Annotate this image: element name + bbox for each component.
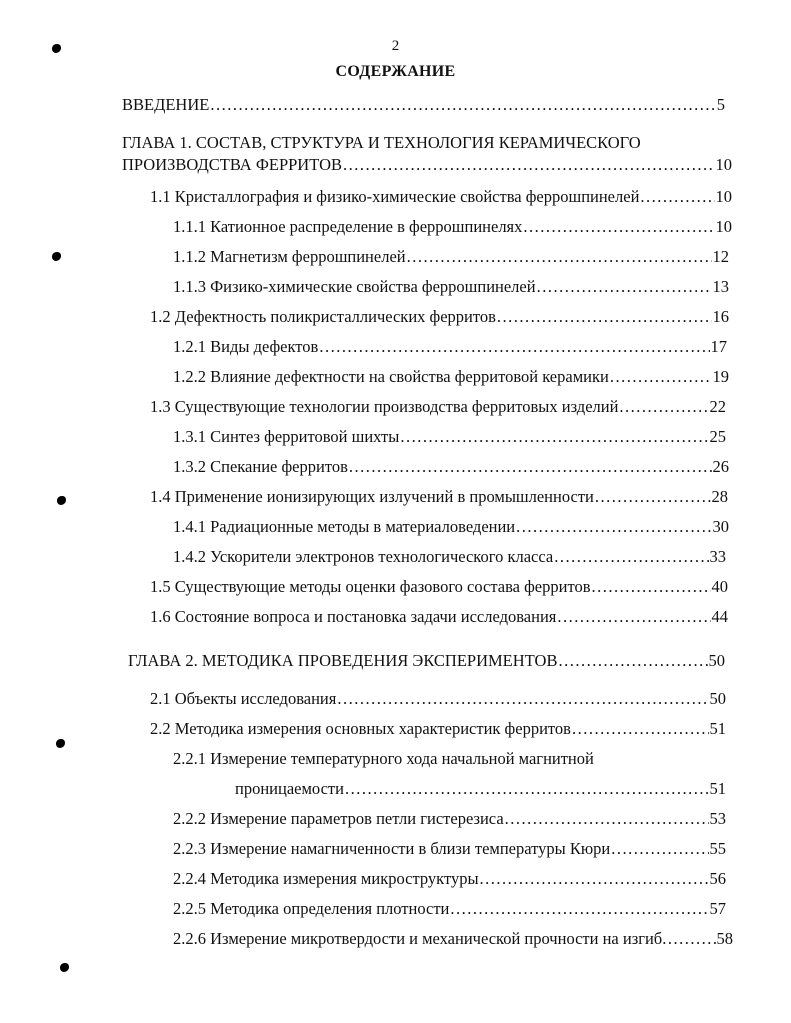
toc-entry: 1.3 Существующие технологии производства ферритовых изделий ..... 22 <box>150 396 726 418</box>
page-title: СОДЕРЖАНИЕ <box>335 63 456 80</box>
toc-entry: 1.1.3 Физико-химические свойства феррошпинелей ..... 13 <box>173 276 729 298</box>
toc-entry: 1.3.2 Спекание ферритов ..... 26 <box>173 456 729 478</box>
toc-entry: 1.3.1 Синтез ферритовой шихты ..... 25 <box>173 426 726 448</box>
toc-entry: 2.2.2 Измерение параметров петли гистерезиса ..... 53 <box>173 808 726 830</box>
toc-entry: 1.4 Применение ионизирующих излучений в промышленности ..... 28 <box>150 486 728 508</box>
toc-entry: 1.1.1 Катионное распределение в феррошпинелях ..... 10 <box>173 216 732 238</box>
toc-entry: 2.2.5 Методика определения плотности ..... 57 <box>173 898 726 920</box>
toc-entry: 1.1.2 Магнетизм феррошпинелей ..... 12 <box>173 246 729 268</box>
toc-entry: 1.2.1 Виды дефектов ..... 17 <box>173 336 727 358</box>
toc-entry: 2.2.1 Измерение температурного хода начальной магнитной проницаемости ..... 51 <box>173 748 726 800</box>
toc-entry: 2.2.4 Методика измерения микроструктуры ..... 56 <box>173 868 726 890</box>
toc-entry: 2.2.6 Измерение микротвердости и механической прочности на изгиб ..... 58 <box>173 928 733 950</box>
toc-entry: ГЛАВА 2. МЕТОДИКА ПРОВЕДЕНИЯ ЭКСПЕРИМЕНТОВ ..... 50 <box>128 650 725 672</box>
toc-entry: 1.1 Кристаллография и физико-химические свойства феррошпинелей ..... 10 <box>150 186 732 208</box>
toc-entry: 1.5 Существующие методы оценки фазового состава ферритов ..... 40 <box>150 576 728 598</box>
toc-entry: 2.2.3 Измерение намагниченности в близи температуры Кюри ..... 55 <box>173 838 726 860</box>
toc-entry: 2.2 Методика измерения основных характеристик ферритов ..... 51 <box>150 718 726 740</box>
toc-entry: ВВЕДЕНИЕ ..... 5 <box>122 94 725 116</box>
toc-entry: 2.1 Объекты исследования ..... 50 <box>150 688 726 710</box>
toc-entry: ГЛАВА 1. СОСТАВ, СТРУКТУРА И ТЕХНОЛОГИЯ КЕРАМИЧЕСКОГО ПРОИЗВОДСТВА ФЕРРИТОВ ..... 10 <box>122 132 732 176</box>
page-number: 2 <box>391 38 400 54</box>
toc-entry: 1.2.2 Влияние дефектности на свойства ферритовой керамики ..... 19 <box>173 366 729 388</box>
toc-entry: 1.4.1 Радиационные методы в материаловедении ..... 30 <box>173 516 729 538</box>
toc-entry: 1.6 Состояние вопроса и постановка задачи исследования ..... 44 <box>150 606 728 628</box>
toc-entry: 1.2 Дефектность поликристаллических ферритов ..... 16 <box>150 306 729 328</box>
toc-entry: 1.4.2 Ускорители электронов технологического класса ..... 33 <box>173 546 726 568</box>
